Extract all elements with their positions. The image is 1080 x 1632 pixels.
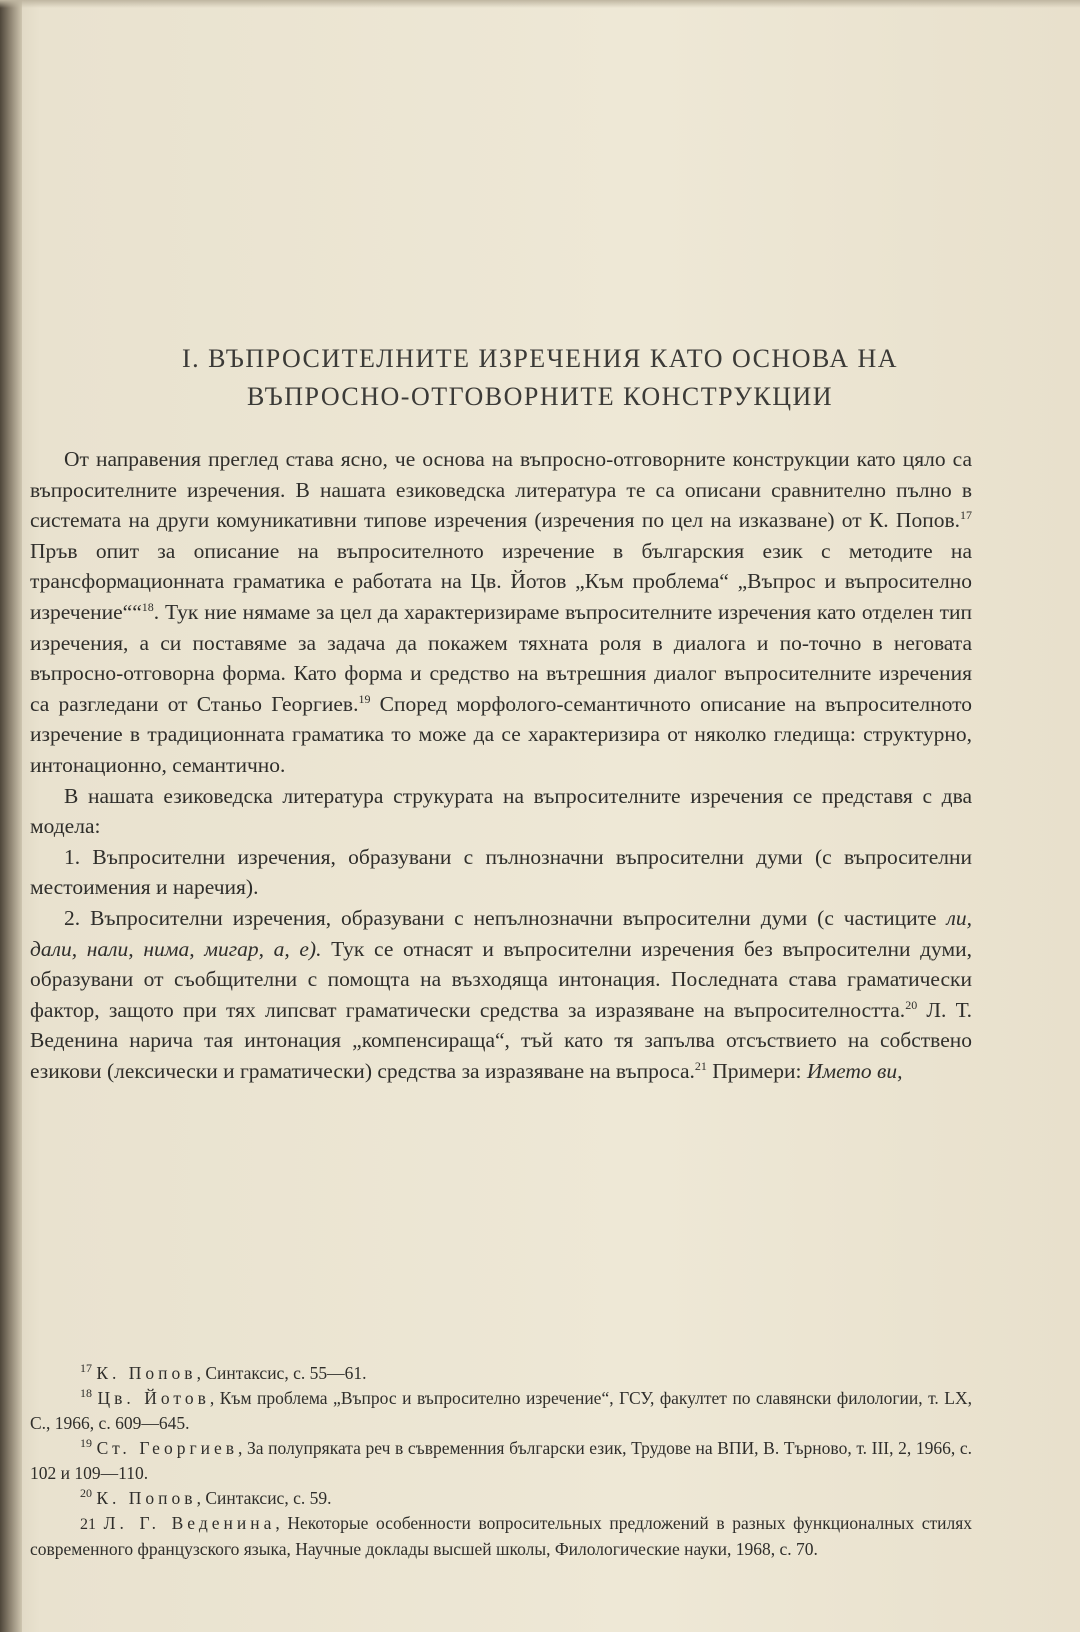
chapter-heading (40, 340, 1040, 416)
paragraph-1-part-c: . Тук ние нямаме за цел да характеризираме въпросителните изречения като отделен тип изречения, а си поставяме за задача да покажем тяхната роля в диалога и по-точно в неговата въпросно-отговорна форма. Като форма и средство на вътрешния диалог въпросителните изречения са разгледани от Станьо Георгиев. (30, 599, 972, 716)
footnote-ref-19: 19 (358, 691, 371, 706)
footnote-20 (30, 1486, 972, 1511)
book-spine-edge (0, 0, 22, 1632)
footnote-19 (30, 1436, 972, 1486)
footnote-text: , Към проблема „Въпрос и въпросително изречение“, ГСУ, факултет по славянски филологии, т. LX, С., 1966, с. 609—645. (30, 1388, 973, 1433)
paragraph-4-part-b: Тук се отнасят и въпросителни изречения без въпросителни думи, образувани от съобщителни с помощта на възходяща интонация. Последната става граматически фактор, защото при тях липсват граматически средства за изразяване на въпросителността. (30, 936, 972, 1022)
footnote-17 (30, 1361, 972, 1386)
particles-list: ли, дали, нали, нима, мигар, а, е). (30, 905, 972, 961)
footnote-text: , Некоторые особенности вопросительных предложений в разных функционалных стилях современного французского языка, Научные доклады высшей школы, Филологические науки, 1968, с. 70. (30, 1513, 973, 1559)
footnote-number: 20 (80, 1486, 92, 1501)
page-top-shadow (0, 0, 1080, 8)
paragraph-2: В нашата езиковедска литература струкурата на въпросителните изречения се представя с два модела: (30, 783, 972, 839)
footnote-author: К. Попов (96, 1363, 197, 1383)
paragraph-4-part-d: Примери: (706, 1058, 807, 1083)
footnote-text: , За полупряката реч в съвременния български език, Трудове на ВПИ, В. Търново, т. III, 2, 1966, с. 102 и 109—110. (30, 1438, 973, 1483)
paragraph-4 (30, 903, 972, 1087)
footnote-18 (30, 1386, 972, 1436)
paragraph-1-part-b: Пръв опит за описание на въпросителното изречение в българския език с методите на трансформационната граматика е работата на Цв. Йотов „Към проблема“ „Въпрос и въпросително изречение““ (30, 538, 972, 624)
footnote-author: Цв. Йотов (97, 1388, 210, 1408)
paragraph-1 (30, 444, 972, 781)
footnote-ref-17: 17 (960, 508, 972, 523)
footnote-number: 18 (80, 1386, 92, 1401)
footnote-ref-20: 20 (905, 997, 918, 1012)
example-text: Името ви, (806, 1058, 903, 1083)
footnote-number: 21 (80, 1516, 96, 1533)
paragraph-1-part-d: Според морфолого-семантичното описание на въпросителното изречение в традиционната граматика то може да се характеризира от няколко гледища: структурно, интонационно, семантично. (30, 691, 972, 777)
footnotes (30, 1361, 972, 1562)
paragraph-1-part-a: От направения преглед става ясно, че основа на въпросно-отговорните конструкции като цяло са въпросителните изречения. В нашата езиковедска литература те са описани сравнително пълно в системата на други комуникативни типове изречения (изречения по цел на изказване) от К. Попов. (30, 447, 972, 533)
heading-line-2: ВЪПРОСНО-ОТГОВОРНИТЕ КОНСТРУКЦИИ (246, 382, 834, 411)
footnote-ref-21: 21 (694, 1058, 707, 1073)
main-text (30, 444, 972, 1086)
paragraph-3: 1. Въпросителни изречения, образувани с пълнозначни въпросителни думи (с въпросителни местоимения и наречия). (30, 844, 972, 900)
heading-line-1: I. ВЪПРОСИТЕЛНИТЕ ИЗРЕЧЕНИЯ КАТО ОСНОВА НА (181, 344, 899, 373)
paragraph-4-part-c: Л. Т. Веденина нарича тая интонация „компенсираща“, тъй като тя запълва отсъствието на собствено езикови (лексически и граматически) средства за изразяване на въпроса. (30, 997, 972, 1083)
footnote-text: , Синтаксис, с. 59. (196, 1488, 332, 1508)
footnote-author: Л. Г. Веденина (103, 1513, 276, 1533)
footnote-text: , Синтаксис, с. 55—61. (196, 1363, 367, 1383)
footnote-number: 17 (80, 1361, 92, 1376)
footnote-number: 19 (80, 1436, 92, 1451)
paragraph-4-part-a: 2. Въпросителни изречения, образувани с непълнозначни въпросителни думи (с частиците (64, 905, 947, 930)
footnote-author: Ст. Георгиев (96, 1438, 239, 1458)
footnote-21 (30, 1511, 972, 1562)
footnote-author: К. Попов (96, 1488, 197, 1508)
footnote-ref-18: 18 (141, 599, 154, 614)
